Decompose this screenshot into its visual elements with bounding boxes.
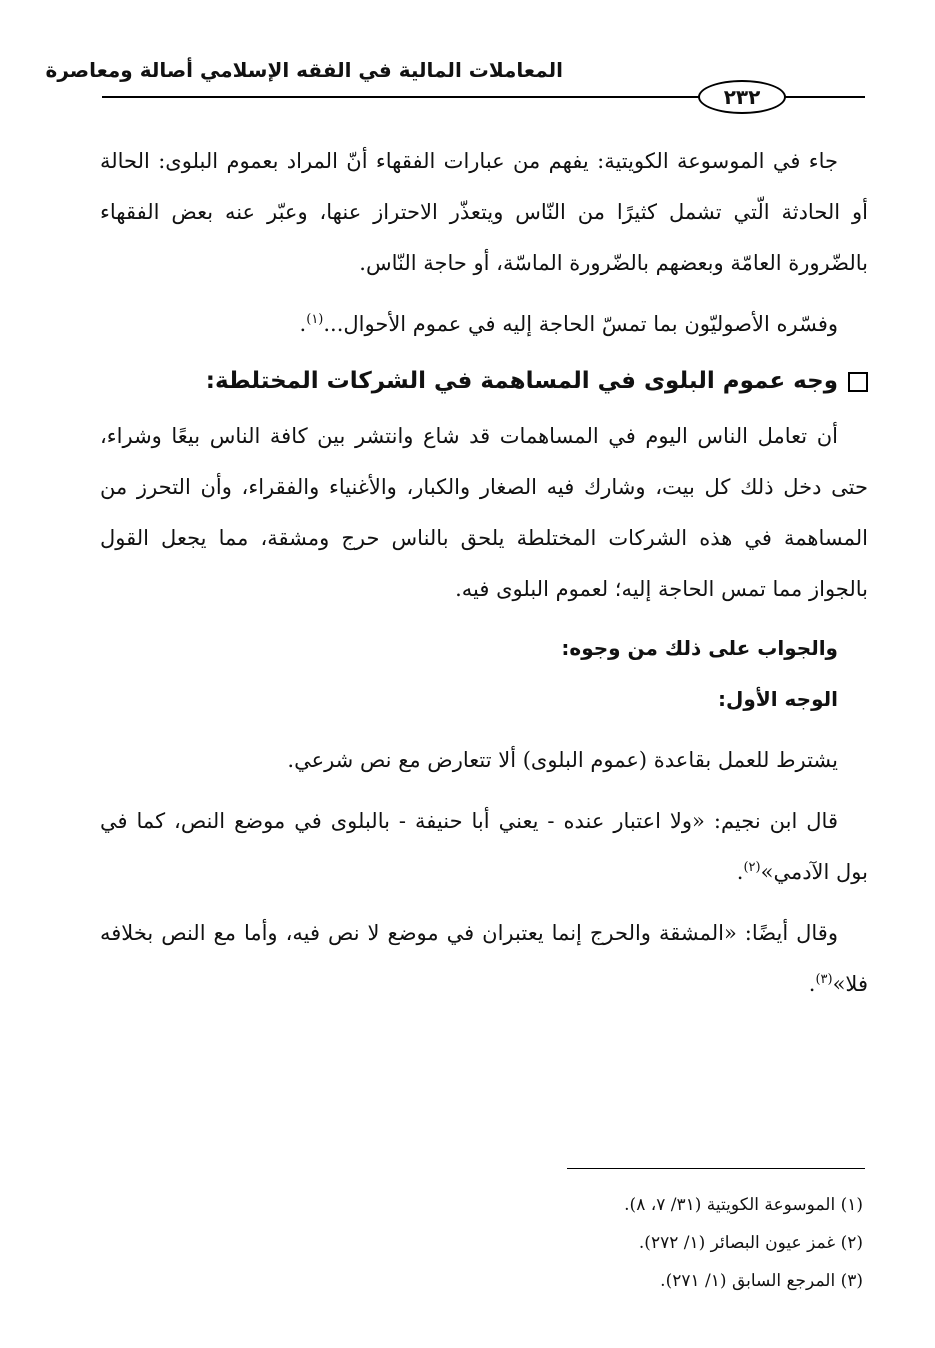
answer-intro: والجواب على ذلك من وجوه: [561, 636, 838, 660]
paragraph-text: قال ابن نجيم: «ولا اعتبار عنده - يعني أبا حنيفة - بالبلوى في موضع النص، كما في بول الآدمي» [100, 809, 868, 884]
footnotes [363, 1186, 863, 1300]
paragraph-text: وقال أيضًا: «المشقة والحرج إنما يعتبران في موضع لا نص فيه، وأما مع النص بخلافه فلا» [100, 921, 868, 996]
first-aspect-heading: الوجه الأول: [718, 687, 838, 711]
footnote-2: (٢) غمز عيون البصائر (١/ ٢٧٢). [638, 1233, 863, 1253]
paragraph-usuli-definition [100, 299, 868, 350]
paragraph-end: . [736, 860, 744, 884]
paragraph-hardship [100, 908, 868, 1010]
paragraph-kuwaiti-encyclopedia: جاء في الموسوعة الكويتية: يفهم من عبارات الفقهاء أنّ المراد بعموم البلوى: الحالة أو الحادثة الّتي تشمل كثيرًا من النّاس ويتعذّر الاحتراز عنها، وعبّر عنه بعض الفقهاء بالضّرورة العامّة وبعضهم بالضّرورة الماسّة، أو حاجة النّاس. [100, 149, 868, 275]
paragraph-ibn-nujaym [100, 796, 868, 898]
running-title: المعاملات المالية في الفقه الإسلامي أصالة ومعاصرة [45, 58, 563, 82]
section-heading [100, 356, 868, 407]
checkbox-square-icon [848, 372, 868, 392]
footnote-3: (٣) المرجع السابق (١/ ٢٧١). [660, 1271, 863, 1291]
footnote-ref-2: (٢) [743, 860, 761, 875]
footnote-1: (١) الموسوعة الكويتية (٣١/ ٧، ٨). [624, 1195, 863, 1215]
paragraph-end: . [808, 972, 816, 996]
page-number: ٢٣٢ [698, 80, 786, 114]
footnote-ref-3: (٣) [815, 972, 833, 987]
paragraph-end: . [299, 312, 307, 336]
footnote-ref-1: (١) [306, 312, 324, 327]
paragraph-condition: يشترط للعمل بقاعدة (عموم البلوى) ألا تتعارض مع نص شرعي. [287, 748, 838, 772]
paragraph-text: وفسّره الأصوليّون بما تمسّ الحاجة إليه في عموم الأحوال... [323, 312, 838, 336]
paragraph-general-affliction: أن تعامل الناس اليوم في المساهمات قد شاع وانتشر بين كافة الناس بيعًا وشراء، حتى دخل ذلك كل بيت، وشارك فيه الصغار والكبار، والأغنياء والفقراء، وأن التحرز من المساهمة في هذه الشركات المختلطة يلحق بالناس حرج ومشقة، مما يجعل القول بالجواز مما تمس الحاجة إليه؛ لعموم البلوى فيه. [100, 424, 868, 601]
section-heading-text: وجه عموم البلوى في المساهمة في الشركات المختلطة: [205, 368, 838, 394]
footnote-separator [567, 1168, 865, 1169]
main-text [100, 136, 868, 1010]
